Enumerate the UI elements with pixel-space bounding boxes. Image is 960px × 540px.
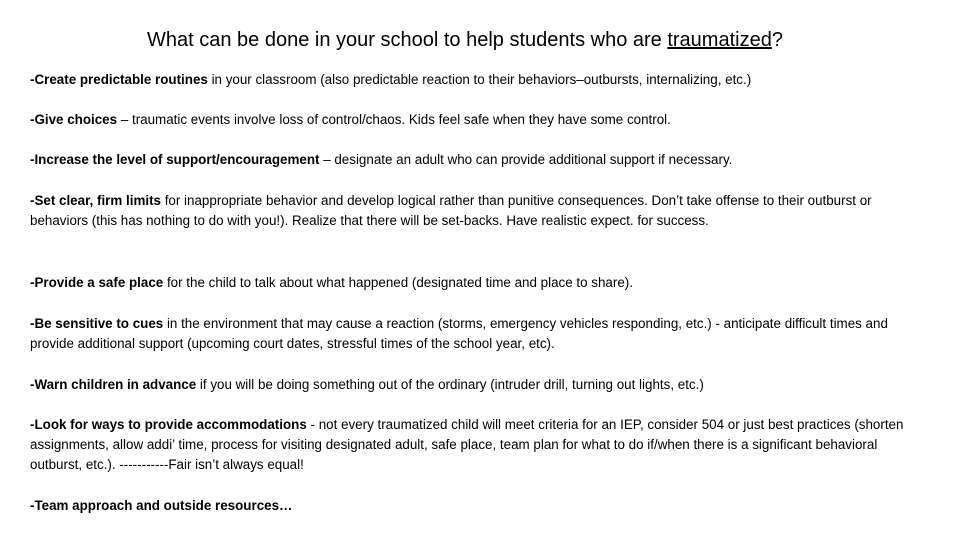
item-text: for inappropriate behavior and develop logical rather than punitive consequences. Don’t take offense to their outburst or behaviors (this has nothing to do with you!). Realize that there will be set-backs. Have realistic expect. for success. <box>30 193 872 228</box>
title-question-mark: ? <box>771 29 783 51</box>
item-text: – traumatic events involve loss of control/chaos. Kids feel safe when they have some control. <box>117 112 671 127</box>
item-heading: -Set clear, firm limits <box>30 193 161 208</box>
item-heading: -Increase the level of support/encouragement <box>30 152 320 167</box>
list-item-increase-support <box>30 150 910 170</box>
item-heading: -Be sensitive to cues <box>30 316 164 331</box>
item-heading: -Warn children in advance <box>30 377 197 392</box>
item-heading: -Team approach and outside resources… <box>30 498 293 513</box>
list-item-safe-place <box>30 273 910 293</box>
item-text: if you will be doing something out of the ordinary (intruder drill, turning out lights, etc.) <box>196 377 704 392</box>
list-item-accommodations <box>30 415 910 475</box>
title-text: What can be done in your school to help students who are <box>147 29 668 51</box>
item-text: for the child to talk about what happened (designated time and place to share). <box>163 275 633 290</box>
list-item-sensitive-to-cues <box>30 314 910 354</box>
list-item-warn-children <box>30 375 910 395</box>
list-item-team-approach <box>30 496 910 516</box>
item-heading: -Look for ways to provide accommodations <box>30 417 307 432</box>
item-text: - not every traumatized child will meet criteria for an IEP, consider 504 or just best practices (shorten assignments, allow addi’ time, process for visiting designated adult, safe place, team plan for what to do if/when there is a significant behavioral outburst, etc.). -----------Fair isn’t always equal! <box>30 417 904 472</box>
list-item-predictable-routines <box>30 70 910 90</box>
slide-title <box>0 26 930 54</box>
item-text: – designate an adult who can provide additional support if necessary. <box>319 152 733 167</box>
item-heading: -Provide a safe place <box>30 275 164 290</box>
item-text: in the environment that may cause a reaction (storms, emergency vehicles responding, etc.) - anticipate difficult times and provide additional support (upcoming court dates, stressful times of the school year, etc). <box>30 316 888 351</box>
item-heading: -Give choices <box>30 112 118 127</box>
item-text: in your classroom (also predictable reaction to their behaviors–outbursts, internalizing, etc.) <box>207 72 752 87</box>
list-item-give-choices <box>30 110 910 130</box>
item-heading: -Create predictable routines <box>30 72 208 87</box>
list-item-set-limits <box>30 191 910 231</box>
title-underlined-word: traumatized <box>667 29 772 51</box>
